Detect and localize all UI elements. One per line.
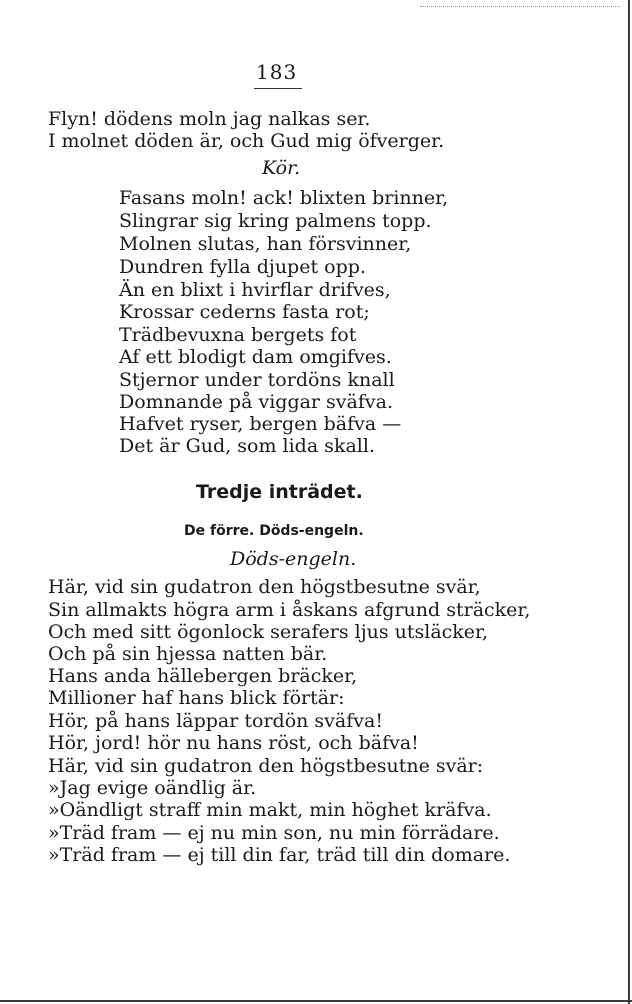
page-right-edge xyxy=(628,0,630,1004)
verse-line: »Oändligt straff min makt, min höghet kräfva. xyxy=(48,799,492,821)
verse-line: Hör, jord! hör nu hans röst, och bäfva! xyxy=(48,732,419,754)
top-edge-dots xyxy=(420,6,620,7)
page-number-rule xyxy=(254,88,302,89)
verse-line: Här, vid sin gudatron den högstbesutne svär: xyxy=(48,755,484,777)
chorus-line: Slingrar sig kring palmens topp. xyxy=(119,210,432,232)
chorus-line: Hafvet ryser, bergen bäfva — xyxy=(119,413,402,435)
page-bottom-edge xyxy=(0,1000,632,1002)
chorus-line: Fasans moln! ack! blixten brinner, xyxy=(119,187,449,209)
chorus-line: Än en blixt i hvirflar drifves, xyxy=(119,279,391,301)
opening-line: I molnet döden är, och Gud mig öfverger. xyxy=(48,130,445,152)
chorus-line: Domnande på viggar sväfva. xyxy=(119,391,393,413)
verse-line: Hans anda hällebergen bräcker, xyxy=(48,665,358,687)
chorus-line: Krossar cederns fasta rot; xyxy=(119,301,370,323)
verse-line: Millioner haf hans blick förtär: xyxy=(48,687,345,709)
verse-line: Sin allmakts högra arm i åskans afgrund sträcker, xyxy=(48,599,531,621)
verse-line: »Träd fram — ej till din far, träd till din domare. xyxy=(48,844,511,866)
verse-line: Och med sitt ögonlock serafers ljus utsläcker, xyxy=(48,621,489,643)
chorus-line: Stjernor under tordöns knall xyxy=(119,369,395,391)
chorus-line: Dundren fylla djupet opp. xyxy=(119,256,366,278)
verse-line: »Jag evige oändlig är. xyxy=(48,777,257,799)
verse-line: Och på sin hjessa natten bär. xyxy=(48,643,328,665)
opening-line: Flyn! dödens moln jag nalkas ser. xyxy=(48,108,371,130)
verse-line: »Träd fram — ej nu min son, nu min förrädare. xyxy=(48,822,500,844)
verse-line: Här, vid sin gudatron den högstbesutne svär, xyxy=(48,576,481,598)
section-heading: Tredje inträdet. xyxy=(196,481,363,503)
chorus-line: Molnen slutas, han försvinner, xyxy=(119,233,412,255)
chorus-line: Trädbevuxna bergets fot xyxy=(119,324,357,346)
chorus-label: Kör. xyxy=(262,157,301,179)
chorus-line: Det är Gud, som lida skall. xyxy=(119,435,375,457)
page-number: 183 xyxy=(256,60,298,84)
speaker-label: Döds-engeln. xyxy=(230,548,357,570)
chorus-line: Af ett blodigt dam omgifves. xyxy=(119,346,392,368)
verse-line: Hör, på hans läppar tordön sväfva! xyxy=(48,710,383,732)
section-subheading: De förre. Döds-engeln. xyxy=(184,523,364,539)
